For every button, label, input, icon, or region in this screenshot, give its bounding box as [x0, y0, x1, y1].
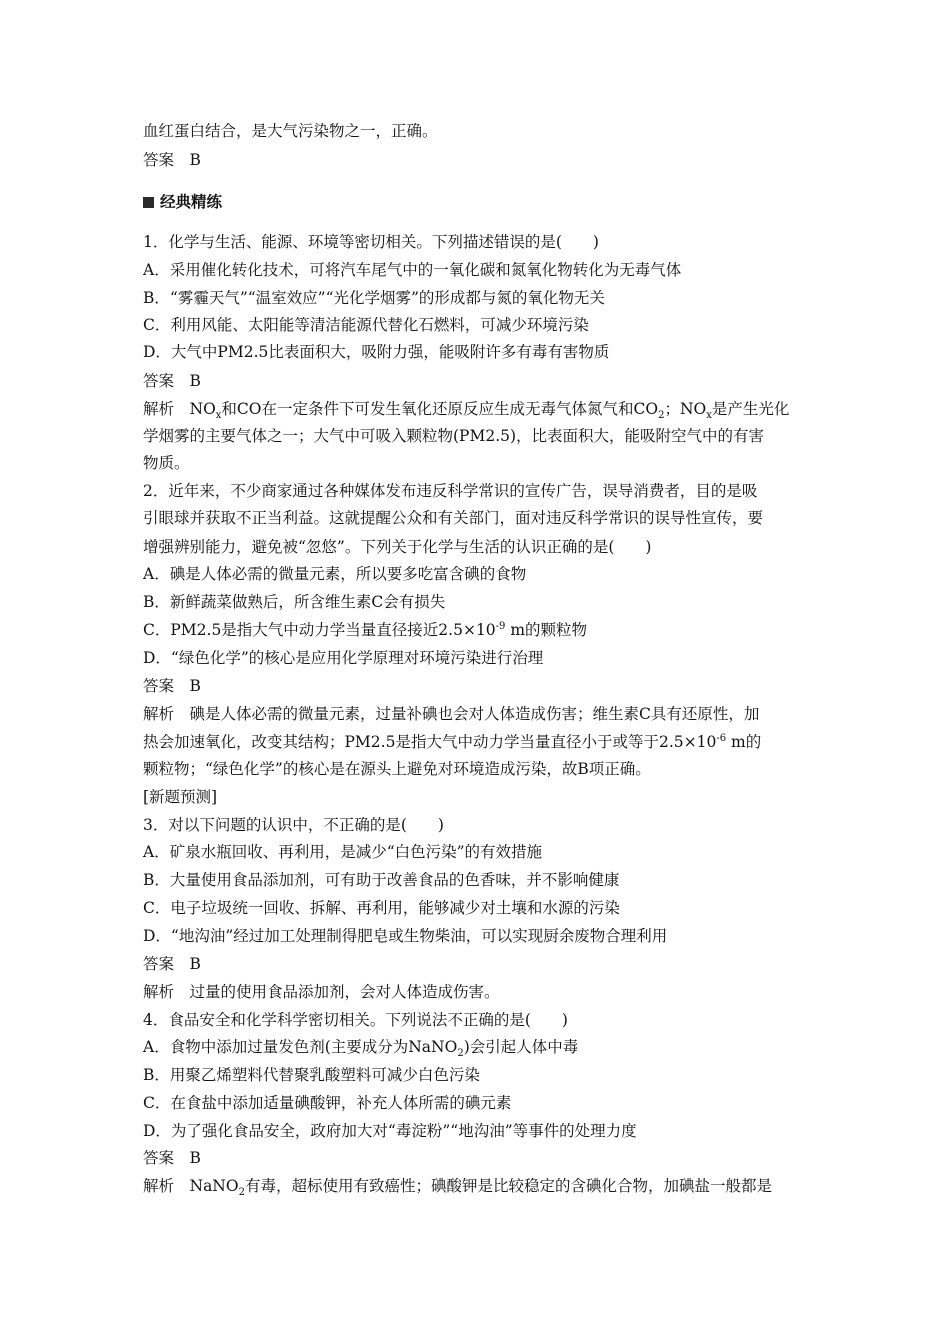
q3-option-d: D．“地沟油”经过加工处理制得肥皂或生物柴油，可以实现厨余废物合理利用 — [143, 927, 668, 945]
q2-explanation-line1: 解析 碘是人体必需的微量元素，过量补碘也会对人体造成伤害；维生素C具有还原性，加 — [143, 705, 760, 723]
q3-option-b: B．大量使用食品添加剂，可有助于改善食品的色香味，并不影响健康 — [143, 871, 620, 889]
section-title: 经典精练 — [160, 193, 223, 211]
q3-explanation: 解析 过量的使用食品添加剂，会对人体造成伤害。 — [143, 983, 500, 1001]
q1-option-d: D．大气中PM2.5比表面积大，吸附力强，能吸附许多有毒有害物质 — [143, 343, 610, 361]
intro-line: 血红蛋白结合，是大气污染物之一，正确。 — [143, 122, 438, 140]
q3-stem: 3．对以下问题的认识中，不正确的是( ) — [143, 816, 444, 834]
q1-explanation-line1: 解析 $NO_x$和CO在一定条件下可发生氧化还原反应生成无毒气体氮气和$CO_2$；$NO_x$是产生光化 — [143, 400, 790, 422]
q2-option-c: C．PM2.5是指大气中动力学当量直径接近$2.5\times 10^{-9}$ m的颗粒物 — [143, 620, 588, 639]
q1-option-c: C．利用风能、太阳能等清洁能源代替化石燃料，可减少环境污染 — [143, 316, 589, 334]
q3-option-c: C．电子垃圾统一回收、拆解、再利用，能够减少对土壤和水源的污染 — [143, 899, 620, 917]
q1-explanation-line2: 学烟雾的主要气体之一；大气中可吸入颗粒物(PM2.5)，比表面积大，能吸附空气中的有害 — [143, 427, 765, 445]
q2-explanation-line3: 颗粒物；“绿色化学”的核心是在源头上避免对环境造成污染，故B项正确。 — [143, 760, 651, 778]
intro-answer: 答案 B — [143, 151, 201, 169]
q2-option-b: B．新鲜蔬菜做熟后，所含维生素C会有损失 — [143, 593, 446, 611]
q4-explanation: 解析 NaNO$_2$有毒，超标使用有致癌性；碘酸钾是比较稳定的含碘化合物，加碘盐一般都是 — [143, 1177, 772, 1199]
q2-stem-line3: 增强辨别能力，避免被“忽悠”。下列关于化学与生活的认识正确的是( ) — [143, 538, 652, 556]
q1-stem: 1．化学与生活、能源、环境等密切相关。下列描述错误的是( ) — [143, 233, 599, 251]
q2-stem-line1: 2．近年来，不少商家通过各种媒体发布违反科学常识的宣传广告，误导消费者，目的是吸 — [143, 482, 758, 500]
q3-answer: 答案 B — [143, 955, 201, 973]
q1-option-a: A．采用催化转化技术，可将汽车尾气中的一氧化碳和氮氧化物转化为无毒气体 — [143, 261, 682, 279]
q1-answer: 答案 B — [143, 372, 201, 390]
q2-option-d: D．“绿色化学”的核心是应用化学原理对环境污染进行治理 — [143, 649, 544, 667]
q2-explanation-line2: 热会加速氧化，改变其结构；PM2.5是指大气中动力学当量直径小于或等于$2.5\times 10^{-6}$ m的 — [143, 732, 762, 751]
q4-stem: 4．食品安全和化学科学密切相关。下列说法不正确的是( ) — [143, 1011, 568, 1029]
new-question-label: [新题预测] — [143, 788, 218, 806]
section-heading — [143, 192, 222, 212]
q1-option-b: B．“雾霾天气”“温室效应”“光化学烟雾”的形成都与氮的氧化物无关 — [143, 289, 605, 307]
q2-stem-line2: 引眼球并获取不正当利益。这就提醒公众和有关部门，面对违反科学常识的误导性宣传，要 — [143, 509, 764, 527]
q3-option-a: A．矿泉水瓶回收、再利用，是减少“白色污染”的有效措施 — [143, 843, 543, 861]
q4-option-b: B．用聚乙烯塑料代替聚乳酸塑料可减少白色污染 — [143, 1066, 480, 1084]
q4-answer: 答案 B — [143, 1149, 201, 1167]
q4-option-c: C．在食盐中添加适量碘酸钾，补充人体所需的碘元素 — [143, 1094, 512, 1112]
q2-answer: 答案 B — [143, 677, 201, 695]
q1-explanation-line3: 物质。 — [143, 454, 190, 472]
square-bullet-icon — [143, 197, 154, 208]
q4-option-d: D．为了强化食品安全，政府加大对“毒淀粉”“地沟油”等事件的处理力度 — [143, 1122, 637, 1140]
q2-option-a: A．碘是人体必需的微量元素，所以要多吃富含碘的食物 — [143, 565, 527, 583]
q4-option-a: A．食物中添加过量发色剂(主要成分为NaNO$_2$)会引起人体中毒 — [143, 1038, 579, 1060]
